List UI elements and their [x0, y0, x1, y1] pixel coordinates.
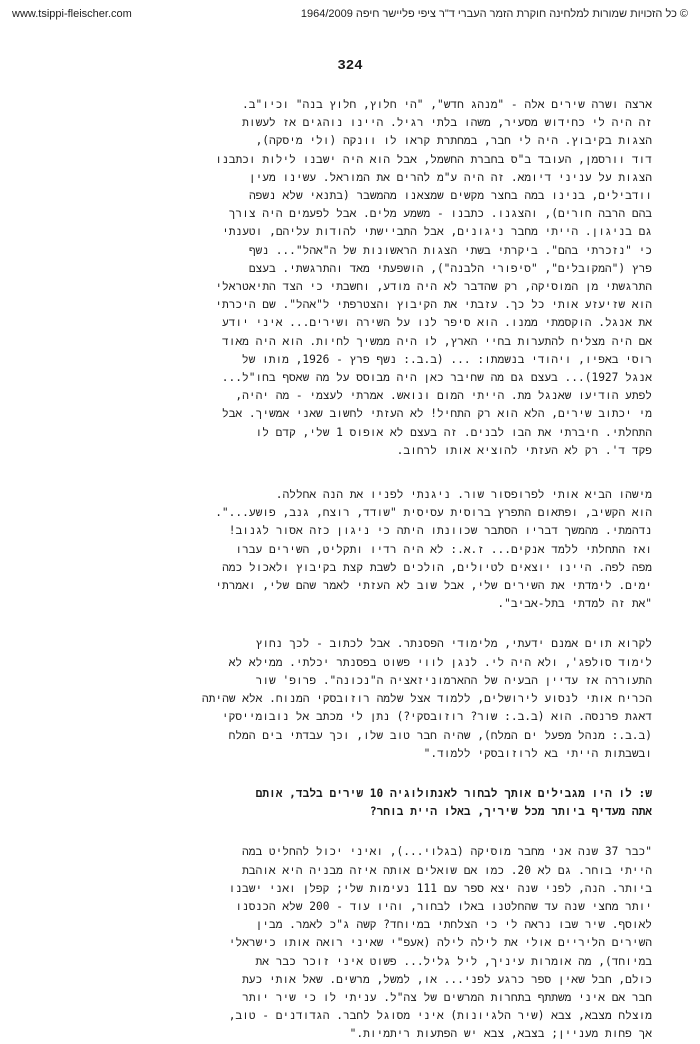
text-line: כי "נזכרתי בהם". ביקרתי בשתי הצגות הראשונות של ה"אהל"... נשף: [248, 243, 652, 257]
text-line: ימים. לימדתי את השירים שלי, אבל שוב לא העזתי לאמר שהם שלי, ואמרתי: [215, 579, 652, 593]
text-line: ביותר. הנה, לפני שנה יצא ספר עם 111 נעימות שלי; קפלן ואני ישבנו: [228, 881, 652, 895]
text-line: אך פחות מעניין; בצבא, צבא יש הפתעות ריתמיות.": [349, 1027, 652, 1041]
text-line: הייתי בוחר. גם לא 20. כמו אם שואלים אותה איזה מבניה היא אוהבת: [242, 863, 652, 877]
paragraph-gap: [48, 460, 652, 486]
text-line: בהם הרבה חורים), והצגנו. כתבנו - משמע מלים. אבל לפעמים היה צורך: [228, 207, 652, 221]
paragraph: [48, 486, 652, 613]
text-line: חבר אם איני משתתף בתחרות המרשים של צה"ל. עניתי לו כי שיר יותר: [242, 990, 652, 1004]
text-line: ש: לו היו מגבילים אותך לבחור לאנתולוגיה 10 שירים בלבד, אותם: [255, 786, 652, 800]
text-line: השירים הליריים אולי את לילה לילה (אעפ"י שאיני רואה אותו כישראלי: [228, 936, 652, 950]
text-line: הצגות על עניני דיומא. זה היה ע"מ להרים את המוראל. עשינו מעין: [248, 170, 652, 184]
text-line: לאוסף. שיר שבו נראה לי כי הצלחתי במיוחד? קשה ג"כ לאמר. מבין: [255, 918, 652, 932]
text-line: פקד ד'. רק לא העזתי להוציא אותו לרחוב.: [396, 443, 652, 457]
text-line: ואז התחלתי ללמד אנקים... ז.א.: לא היה רדיו ותקליט, השירים עברו: [235, 542, 652, 556]
text-line: פרץ ("המקובלים", "סיפורי הלבנה"), הושפעתי מאד והתרגשתי. בעצם: [248, 261, 652, 275]
text-line: דוד וורסמן, העובד ב"ס בחברת החשמל, אבל הוא היה ישבנו לילות וכתבנו: [215, 152, 652, 166]
paragraph-gap: [48, 613, 652, 635]
text-line: לקרוא תוים אמנם ידעתי, מלימודי הפסנתר. אבל לכתוב - לכך נחוץ: [255, 637, 652, 651]
text-line: רוסי באפיו, ויהודי בנשמתו: ... (ב.ב.: נשף פרץ - 1926, מותו של: [241, 352, 652, 366]
paragraph-gap: [48, 821, 652, 843]
text-line: במיוחד), מה אומרות עיניך, ליל גליל... פשוט איני זוכר כבר את: [255, 954, 652, 968]
paragraph: [48, 843, 652, 1043]
text-line: את אנגל. הוקסמתי ממנו. הוא סיפר לנו על השירה ושירים... איני יודע: [221, 316, 652, 330]
text-line: דאגת פרנסה. הוא (ב.ב.: שור? רוזובסקי?) נתן לי מכתב אל נובומייסקי: [221, 710, 652, 724]
document-body: [48, 96, 652, 1044]
text-line: כולם, חבל שאין ספר כרגע לפני... או, למשל, מרשים. שאל אותי כעת: [242, 972, 652, 986]
paragraph: [48, 96, 652, 460]
text-line: "את זה למדתי בתל-אביב".: [497, 597, 652, 611]
text-line: הוא הקשיב, ופתאום התפרץ ברוסית עסיסית "שודד, רוצח, גנב, פושע...".: [215, 506, 652, 520]
page-header: [12, 8, 688, 26]
text-line: הוא שזיעזע אותי כל כך. עזבתי את הקיבוץ והצטרפתי ל"אהל". שם היכרתי: [215, 298, 652, 312]
interview-question: [48, 785, 652, 821]
text-line: וודבילים, בנינו במה בחצר מקשים שמצאנו מהמשבר (בתנאי שלא נשפה: [248, 189, 652, 203]
text-line: מישהו הביא אותי לפרופסור שור. ניגנתי לפניו את הנה אחללה.: [275, 488, 652, 502]
text-line: ובשבתות הייתי בא לרוזובסקי ללמוד.": [423, 746, 652, 760]
site-url[interactable]: www.tsippi-fleischer.com: [12, 8, 132, 20]
text-line: "כבר 37 שנה אני מחבר מוסיקה (בגלוי...), ואיני יכול להחליט במה: [242, 845, 652, 859]
text-line: אתה מעדיף ביותר מכל שיריך, באלו היית בוחר?: [369, 805, 652, 819]
text-line: התחלתי. חיברתי את הבו לבנים. זה בעצם לא אופוס 1 שלי, קדם לו: [255, 425, 652, 439]
text-line: מי יכתוב שירים, הלא הוא רק התחיל! לא העזתי לחשוב שאני אמשיך. אבל: [222, 407, 652, 421]
text-line: התעוררה אז עדיין הבעיה של ההארמוניזאציה ה"נכונה". פרופ' שור: [255, 673, 652, 687]
text-line: אם היה מצליח להתערות בחיי הארץ, לו היה ממשיך לחיות. הוא היה מאוד: [222, 334, 652, 348]
text-line: זה היה לי כחידוש מסעיר, משהו בלתי רגיל. היינו נוהגים אז לעשות: [242, 116, 652, 130]
text-line: מוצלח מצבא, צבא (שיר הלגיונות) איני מסוגל לחבר. הגדודנים - טוב,: [228, 1009, 652, 1023]
text-line: ארצה ושרה שירים אלה - "מנהג חדש", "הי חלוץ, חלוץ בנה" וכיו"ב.: [242, 98, 652, 111]
text-line: יותר מחצי שנה עד שהחלטנו באלו לבחור, והיו עוד - 200 שלא הכנסנו: [235, 899, 652, 913]
text-line: לימוד סולפג', ולא היה לי. לנגן לווי פשוט בפסנתר יכלתי. ממילא לא: [228, 655, 652, 669]
text-line: התרגשתי מן המוסיקה, רק שהדבר לא היה מודע, וחשבתי כי הצד התיאטראלי: [215, 280, 652, 294]
text-line: נדהמתי. מהמשך דבריו הסתבר שכוונתו היתה כי ניגון כזה אסור לגנוב!: [228, 524, 652, 538]
paragraph: [48, 635, 652, 762]
text-line: לפתע הודיעו שאנגל מת. הייתי המום ונואש. אמרתי לעצמי - מה יהיה,: [235, 389, 652, 403]
text-line: הכריח אותי לנסוע לירושלים, ללמוד אצל שלמה רוזובסקי המנוח. אלא שהיתה: [201, 692, 652, 706]
text-line: אנגל 1927)... בעצם גם מה שחיבר כאן היה מבוסס על מה שאסף בחו"ל...: [221, 371, 652, 385]
copyright-notice: © כל הזכויות שמורות למלחינה חוקרת הזמר העברי ד"ר ציפי פליישר חיפה 1964/2009: [300, 8, 688, 20]
text-line: הצגות בקיבוץ. היה לי חבר, במחתרת קראו לו וונקה (ולי מיסקה),: [255, 134, 652, 148]
text-line: גם בניגון. הייתי מחבר ניגונים, אבל התביישתי להודות עליהם, וטענתי: [222, 225, 652, 239]
text-line: (ב.ב.: מנהל מפעל ים המלח), שהיה חבר טוב שלו, וכך עבדתי בים המלח: [228, 728, 652, 742]
page-number: 324: [337, 58, 363, 74]
text-line: מפה לפה. היינו יוצאים לטיולים, הולכים לשבת קצת בקיבוץ ולאכול כמה: [222, 560, 652, 574]
paragraph-gap: [48, 763, 652, 785]
